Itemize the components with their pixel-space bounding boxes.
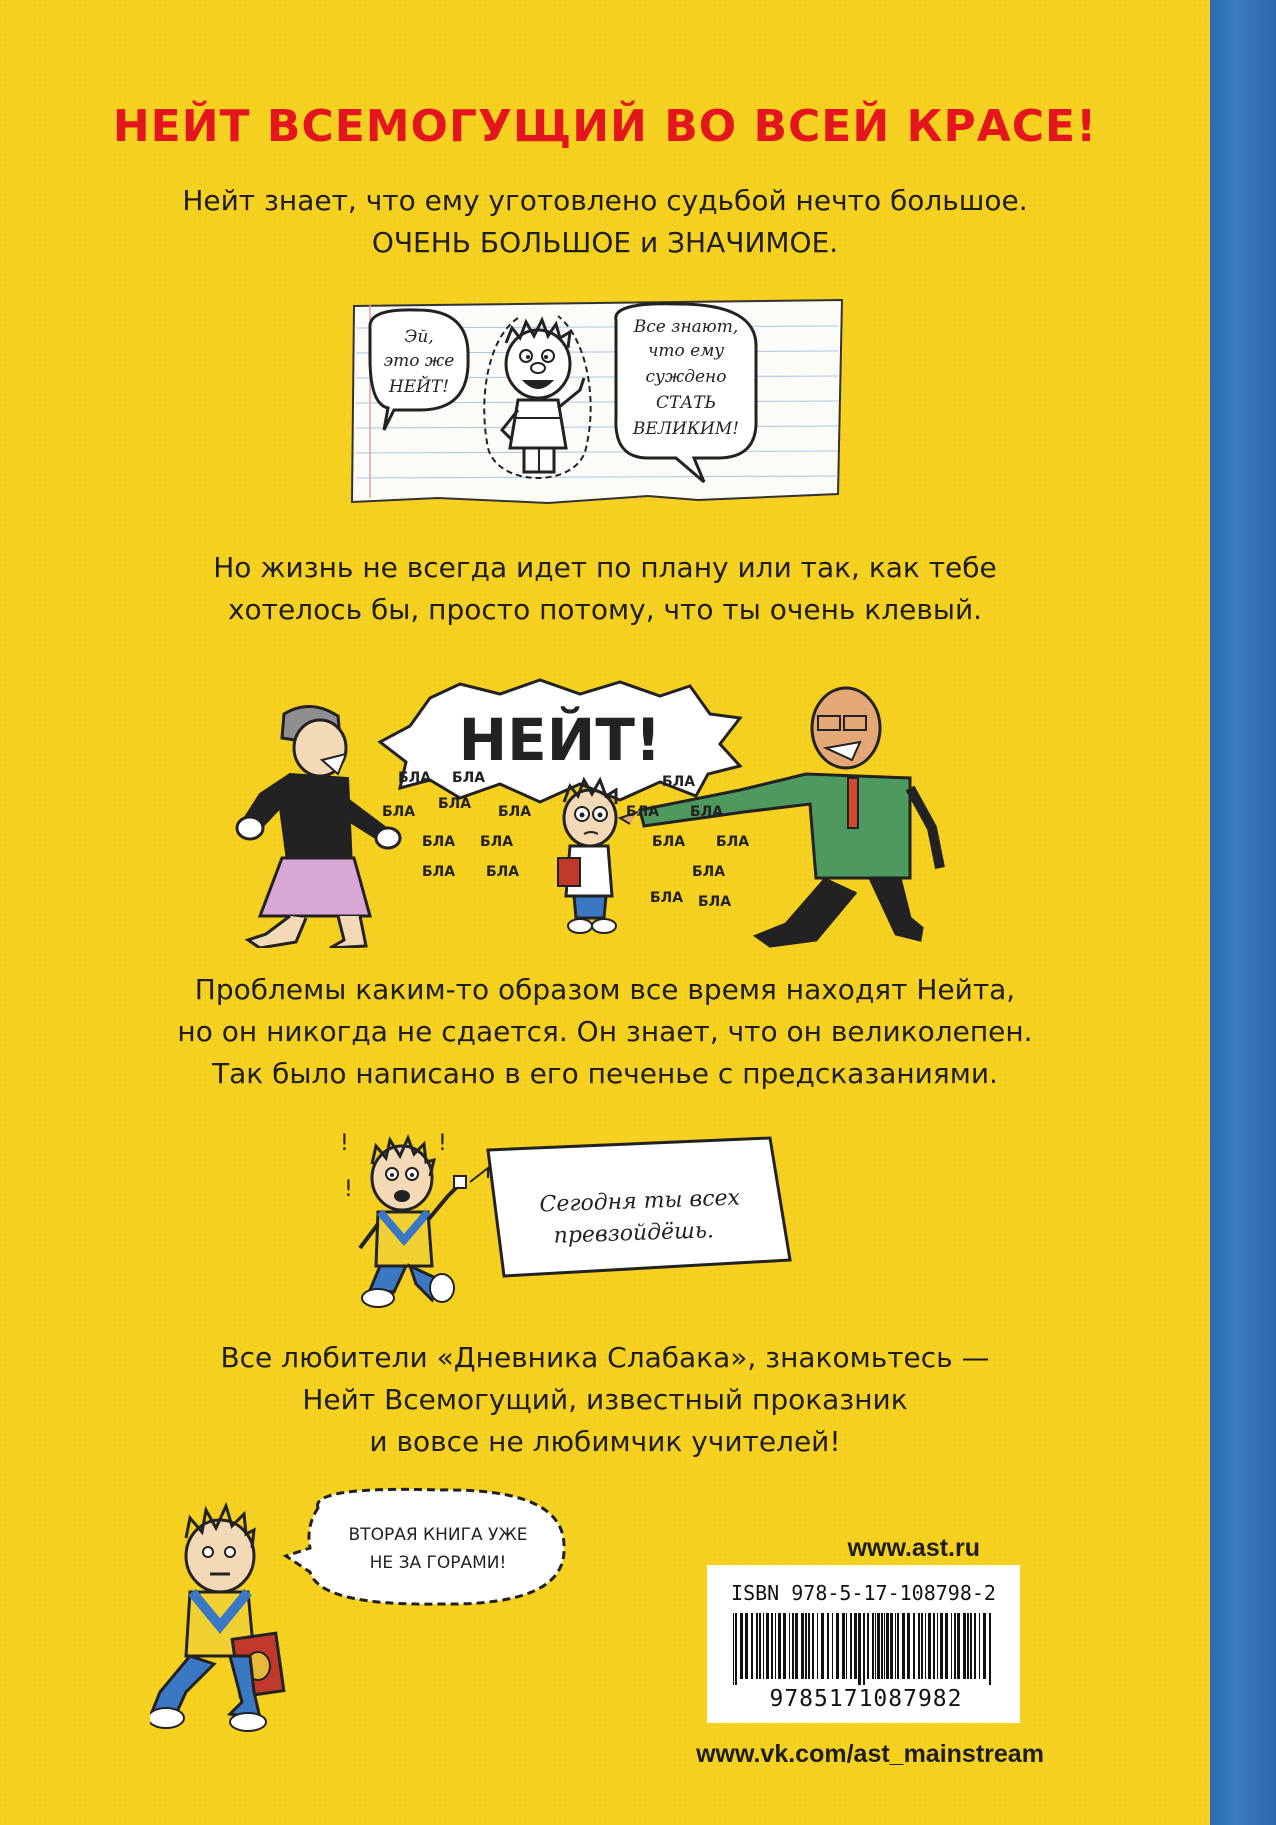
barcode-bar xyxy=(842,1613,845,1679)
barcode-bar xyxy=(970,1613,972,1679)
headline: НЕЙТ ВСЕМОГУЩИЙ ВО ВСЕЙ КРАСЕ! xyxy=(112,101,1098,152)
bla-16: БЛА xyxy=(698,894,732,910)
barcode-bar xyxy=(872,1613,874,1679)
teacher-left xyxy=(237,706,400,948)
right-bubble-line-4: СТАТЬ xyxy=(655,393,717,413)
barcode-digits: 9785171087982 xyxy=(769,1686,963,1712)
barcode-bar xyxy=(884,1613,885,1679)
isbn-text: ISBN 978-5-17-108798-2 xyxy=(731,1581,996,1605)
barcode-bar xyxy=(907,1613,910,1679)
barcode-bar xyxy=(989,1613,991,1685)
nate-jumping xyxy=(360,1138,466,1307)
spine-strip xyxy=(1210,0,1276,1825)
barcode-bar xyxy=(778,1613,781,1679)
barcode-bar xyxy=(827,1613,829,1679)
barcode-bar xyxy=(945,1613,948,1679)
barcode-bar xyxy=(925,1613,926,1679)
barcode-bar xyxy=(858,1613,861,1685)
bla-4: БЛА xyxy=(438,796,472,812)
bla-3: БЛА xyxy=(382,804,416,820)
bla-8: БЛА xyxy=(422,864,456,880)
bla-6: БЛА xyxy=(422,834,456,850)
bla-2: БЛА xyxy=(452,770,486,786)
para-2-line-1: Но жизнь не всегда идет по плану или так, как тебе xyxy=(213,551,997,584)
barcode-bar xyxy=(957,1613,960,1679)
shout-text: НЕЙТ! xyxy=(458,706,662,774)
bla-14: БЛА xyxy=(716,834,750,850)
bla-11: БЛА xyxy=(626,804,660,820)
bla-9: БЛА xyxy=(486,864,520,880)
barcode-bar xyxy=(751,1613,753,1679)
barcode-bar xyxy=(763,1613,764,1679)
fortune-line-1: Сегодня ты всех xyxy=(539,1185,741,1218)
barcode-bar xyxy=(890,1613,893,1679)
barcode-bar xyxy=(792,1613,794,1679)
barcode-bar xyxy=(756,1613,758,1679)
intro-text xyxy=(0,180,1210,264)
barcode-bar xyxy=(877,1613,880,1679)
barcode-bar xyxy=(740,1613,743,1679)
notebook-panel xyxy=(348,298,848,508)
barcode-bar xyxy=(850,1613,852,1679)
barcode-bar xyxy=(745,1613,748,1679)
right-bubble-line-1: Все знают, xyxy=(633,317,739,337)
barcode-bar xyxy=(775,1613,776,1679)
para-3-line-2: но он никогда не сдается. Он знает, что он великолепен. xyxy=(177,1015,1033,1048)
right-bubble-line-3: суждено xyxy=(645,367,727,387)
barcode-bar xyxy=(766,1613,769,1679)
left-bubble-line-2: это же xyxy=(383,351,455,371)
barcode-bar xyxy=(846,1613,847,1679)
bla-1: БЛА xyxy=(398,770,432,786)
exclaim-1: ! xyxy=(340,1131,349,1156)
bottom-bubble-line-2: НЕ ЗА ГОРАМИ! xyxy=(369,1553,507,1573)
barcode-bar xyxy=(933,1613,935,1679)
barcode xyxy=(729,1613,999,1688)
bottom-bubble-line-1: ВТОРАЯ КНИГА УЖЕ xyxy=(348,1525,528,1545)
barcode-bar xyxy=(902,1613,905,1679)
para-2 xyxy=(0,547,1210,631)
para-4-line-3: и вовсе не любимчик учителей! xyxy=(369,1425,841,1458)
barcode-bar xyxy=(836,1613,839,1679)
barcode-bar xyxy=(921,1613,923,1679)
bottom-scene xyxy=(150,1486,610,1736)
barcode-bar xyxy=(854,1613,857,1679)
barcode-bar xyxy=(895,1613,896,1679)
bla-5: БЛА xyxy=(498,804,532,820)
barcode-bar xyxy=(881,1613,883,1679)
barcode-bar xyxy=(863,1613,865,1685)
barcode-bar xyxy=(867,1613,869,1679)
bla-7: БЛА xyxy=(480,834,514,850)
para-4-line-1: Все любители «Дневника Слабака», знакомьтесь — xyxy=(220,1341,990,1374)
barcode-bar xyxy=(967,1613,969,1679)
teachers-scene xyxy=(220,678,1000,948)
barcode-bar xyxy=(733,1613,734,1685)
barcode-bar xyxy=(951,1613,952,1679)
nate-center xyxy=(558,780,616,933)
barcode-bar xyxy=(983,1613,986,1679)
right-bubble-line-5: ВЕЛИКИМ! xyxy=(632,419,740,439)
barcode-bar xyxy=(886,1613,889,1679)
barcode-bar xyxy=(875,1613,876,1679)
barcode-bar xyxy=(771,1613,773,1679)
barcode-bar xyxy=(805,1613,807,1679)
barcode-bar xyxy=(963,1613,966,1679)
barcode-bar xyxy=(974,1613,976,1679)
bla-13: БЛА xyxy=(652,834,686,850)
website-url[interactable]: www.ast.ru xyxy=(847,1534,980,1562)
barcode-bar xyxy=(795,1613,798,1679)
intro-line-2: ОЧЕНЬ БОЛЬШОЕ и ЗНАЧИМОЕ. xyxy=(371,226,839,259)
para-2-line-2: хотелось бы, просто потому, что ты очень клевый. xyxy=(227,593,983,626)
barcode-bar xyxy=(783,1613,786,1679)
left-bubble-line-3: НЕЙТ! xyxy=(388,377,450,397)
barcode-box xyxy=(707,1565,1020,1723)
barcode-bar xyxy=(817,1613,818,1679)
para-3-line-3: Так было написано в его печенье с предсказаниями. xyxy=(212,1057,998,1090)
intro-line-1: Нейт знает, что ему уготовлено судьбой нечто большое. xyxy=(182,184,1028,217)
fortune-scene xyxy=(320,1120,880,1320)
barcode-bar xyxy=(735,1613,737,1685)
barcode-bar xyxy=(808,1613,810,1679)
bla-17: БЛА xyxy=(650,890,684,906)
barcode-bar xyxy=(789,1613,790,1679)
bla-12: БЛА xyxy=(690,804,724,820)
para-3-line-1: Проблемы каким-то образом все время находят Нейта, xyxy=(194,973,1016,1006)
barcode-bar xyxy=(979,1613,980,1679)
barcode-bar xyxy=(821,1613,824,1679)
exclaim-2: ! xyxy=(344,1177,353,1202)
barcode-bar xyxy=(801,1613,804,1679)
vk-url[interactable]: www.vk.com/ast_mainstream xyxy=(696,1740,1044,1768)
barcode-bar xyxy=(918,1613,920,1679)
bla-15: БЛА xyxy=(692,864,726,880)
barcode-bar xyxy=(897,1613,899,1679)
para-4 xyxy=(0,1337,1210,1463)
barcode-bar xyxy=(759,1613,761,1679)
left-bubble-line-1: Эй, xyxy=(404,327,434,347)
barcode-bar xyxy=(954,1613,956,1679)
bottom-bubble xyxy=(286,1489,564,1604)
bla-10: БЛА xyxy=(662,774,696,790)
barcode-bar xyxy=(812,1613,814,1679)
barcode-bar xyxy=(832,1613,833,1679)
barcode-bar xyxy=(940,1613,943,1679)
barcode-bar xyxy=(913,1613,915,1679)
para-3 xyxy=(0,969,1210,1095)
exclaim-3: ! xyxy=(438,1131,447,1156)
nate-running xyxy=(150,1506,284,1731)
barcode-bar xyxy=(928,1613,931,1679)
para-4-line-2: Нейт Всемогущий, известный проказник xyxy=(302,1383,908,1416)
barcode-bar xyxy=(937,1613,938,1679)
right-bubble-line-2: что ему xyxy=(647,341,725,361)
fortune-line-2: превзойдёшь. xyxy=(553,1218,715,1249)
